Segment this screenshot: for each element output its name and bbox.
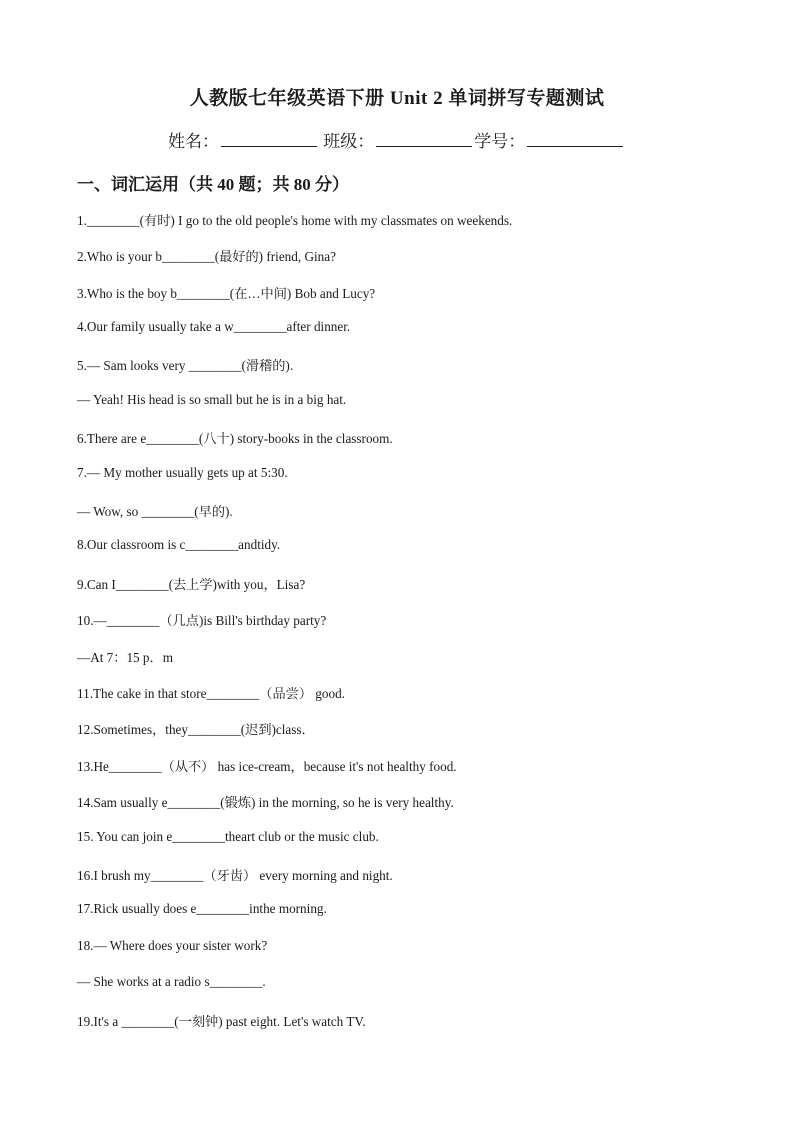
question-line: 17.Rick usually does e________inthe morning. — [77, 901, 327, 916]
question-line: 4.Our family usually take a w________after dinner. — [77, 319, 351, 334]
class-label: 班级： — [323, 132, 375, 151]
question-line: 11.The cake in that store________（品尝） good. — [77, 686, 345, 701]
question-line: 8.Our classroom is c________andtidy. — [77, 537, 281, 552]
question-line: —At 7：15 p．m — [77, 650, 173, 665]
class-blank — [376, 130, 472, 147]
page-title: 人教版七年级英语下册 Unit 2 单词拼写专题测试 — [189, 88, 605, 109]
question-line: — She works at a radio s________. — [77, 974, 266, 989]
student-info-row — [168, 127, 625, 152]
question-line: 2.Who is your b________(最好的) friend, Gina? — [77, 249, 336, 264]
section-heading: 一、词汇运用（共 40 题；共 80 分） — [77, 175, 349, 194]
question-line: 7.— My mother usually gets up at 5:30. — [77, 465, 288, 480]
question-line: 13.He________（从不） has ice-cream，because it's not healthy food. — [77, 759, 457, 774]
question-line: 6.There are e________(八十) story-books in the classroom. — [77, 431, 393, 446]
question-line: — Yeah! His head is so small but he is in a big hat. — [77, 392, 347, 407]
question-line: 18.— Where does your sister work? — [77, 938, 268, 953]
id-label: 学号： — [474, 132, 526, 151]
question-line: 5.— Sam looks very ________(滑稽的). — [77, 358, 294, 373]
question-line: 3.Who is the boy b________(在…中间) Bob and Lucy? — [77, 286, 376, 301]
id-blank — [527, 130, 623, 147]
question-line: 10.—________（几点)is Bill's birthday party? — [77, 613, 327, 628]
name-label: 姓名： — [168, 132, 219, 151]
question-line: 9.Can I________(去上学)with you，Lisa? — [77, 577, 306, 592]
question-line: 14.Sam usually e________(锻炼) in the morning, so he is very healthy. — [77, 795, 454, 810]
question-line: 1.________(有时) I go to the old people's home with my classmates on weekends. — [77, 213, 513, 228]
question-line: — Wow, so ________(早的). — [77, 504, 233, 519]
question-line: 12.Sometimes，they________(迟到)class． — [77, 722, 315, 737]
question-line: 16.I brush my________（牙齿） every morning and night. — [77, 868, 393, 883]
question-line: 19.It's a ________(一刻钟) past eight. Let's watch TV. — [77, 1014, 366, 1029]
question-line: 15. You can join e________theart club or the music club. — [77, 829, 379, 844]
name-blank — [221, 130, 317, 147]
